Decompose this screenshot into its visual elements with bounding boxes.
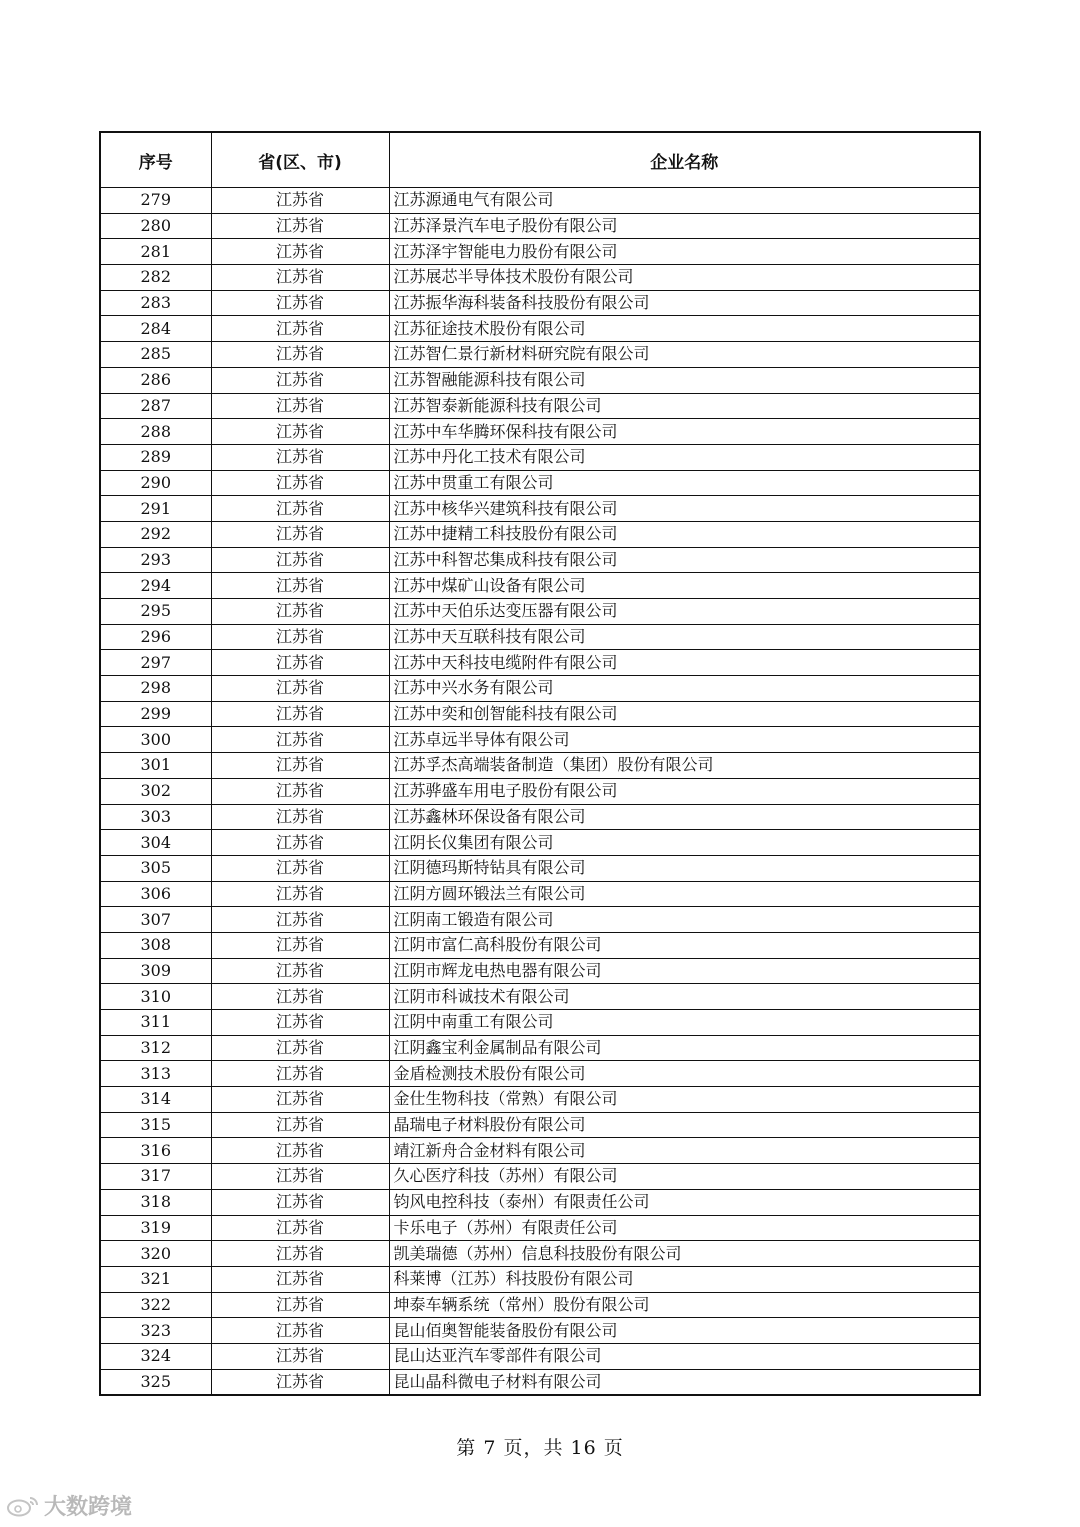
row-company-name: 江阴中南重工有限公司	[389, 1010, 980, 1036]
row-company-name: 江苏中核华兴建筑科技有限公司	[389, 496, 980, 522]
row-province: 江苏省	[211, 1343, 389, 1369]
table-row	[100, 1061, 980, 1087]
row-company-name: 江苏泽宇智能电力股份有限公司	[389, 239, 980, 265]
row-province: 江苏省	[211, 1266, 389, 1292]
table-row	[100, 958, 980, 984]
table-body	[100, 188, 980, 1396]
row-province: 江苏省	[211, 1035, 389, 1061]
table-row	[100, 290, 980, 316]
row-province: 江苏省	[211, 650, 389, 676]
table-row	[100, 265, 980, 291]
row-province: 江苏省	[211, 830, 389, 856]
row-index: 308	[100, 932, 211, 958]
weibo-logo-icon	[6, 1495, 40, 1517]
row-index: 302	[100, 778, 211, 804]
row-province: 江苏省	[211, 1164, 389, 1190]
row-company-name: 江阴方圆环锻法兰有限公司	[389, 881, 980, 907]
table-row	[100, 881, 980, 907]
row-province: 江苏省	[211, 1369, 389, 1395]
row-province: 江苏省	[211, 1010, 389, 1036]
table-row	[100, 1318, 980, 1344]
row-company-name: 金仕生物科技（常熟）有限公司	[389, 1087, 980, 1113]
table-row	[100, 753, 980, 779]
table-row	[100, 213, 980, 239]
table-row	[100, 342, 980, 368]
table-row	[100, 188, 980, 214]
watermark-text: 大数跨境	[44, 1495, 133, 1520]
row-province: 江苏省	[211, 393, 389, 419]
row-company-name: 江苏智泰新能源科技有限公司	[389, 393, 980, 419]
row-company-name: 江苏中天科技电缆附件有限公司	[389, 650, 980, 676]
row-index: 293	[100, 547, 211, 573]
row-province: 江苏省	[211, 1241, 389, 1267]
table-row	[100, 547, 980, 573]
row-company-name: 江苏骅盛车用电子股份有限公司	[389, 778, 980, 804]
row-province: 江苏省	[211, 342, 389, 368]
table-row	[100, 1164, 980, 1190]
row-index: 301	[100, 753, 211, 779]
row-company-name: 昆山佰奥智能装备股份有限公司	[389, 1318, 980, 1344]
row-company-name: 江苏中天互联科技有限公司	[389, 624, 980, 650]
row-province: 江苏省	[211, 701, 389, 727]
row-index: 289	[100, 444, 211, 470]
row-index: 282	[100, 265, 211, 291]
row-province: 江苏省	[211, 547, 389, 573]
row-company-name: 坤泰车辆系统（常州）股份有限公司	[389, 1292, 980, 1318]
row-province: 江苏省	[211, 1087, 389, 1113]
row-company-name: 江苏中奕和创智能科技有限公司	[389, 701, 980, 727]
row-index: 298	[100, 676, 211, 702]
row-company-name: 江阴长仪集团有限公司	[389, 830, 980, 856]
row-province: 江苏省	[211, 778, 389, 804]
table-row	[100, 1343, 980, 1369]
table-row	[100, 701, 980, 727]
row-company-name: 江苏泽景汽车电子股份有限公司	[389, 213, 980, 239]
row-province: 江苏省	[211, 316, 389, 342]
header-index: 序号	[100, 132, 211, 188]
enterprise-table	[99, 131, 981, 1396]
table-row	[100, 393, 980, 419]
row-company-name: 江苏中煤矿山设备有限公司	[389, 573, 980, 599]
row-province: 江苏省	[211, 1061, 389, 1087]
row-index: 291	[100, 496, 211, 522]
row-province: 江苏省	[211, 444, 389, 470]
row-province: 江苏省	[211, 727, 389, 753]
row-province: 江苏省	[211, 804, 389, 830]
table-row	[100, 419, 980, 445]
row-index: 288	[100, 419, 211, 445]
row-index: 311	[100, 1010, 211, 1036]
row-province: 江苏省	[211, 753, 389, 779]
header-company-name: 企业名称	[389, 132, 980, 188]
row-company-name: 晶瑞电子材料股份有限公司	[389, 1112, 980, 1138]
row-index: 307	[100, 907, 211, 933]
row-province: 江苏省	[211, 1292, 389, 1318]
row-company-name: 江阴南工锻造有限公司	[389, 907, 980, 933]
row-province: 江苏省	[211, 881, 389, 907]
table-row	[100, 470, 980, 496]
table-header-row	[100, 132, 980, 188]
table-row	[100, 1292, 980, 1318]
row-company-name: 卡乐电子（苏州）有限责任公司	[389, 1215, 980, 1241]
table-row	[100, 984, 980, 1010]
row-index: 294	[100, 573, 211, 599]
row-index: 299	[100, 701, 211, 727]
table-row	[100, 1087, 980, 1113]
row-company-name: 靖江新舟合金材料有限公司	[389, 1138, 980, 1164]
table-row	[100, 1112, 980, 1138]
row-company-name: 江苏中兴水务有限公司	[389, 676, 980, 702]
row-company-name: 江苏中捷精工科技股份有限公司	[389, 521, 980, 547]
table-row	[100, 804, 980, 830]
row-index: 286	[100, 367, 211, 393]
row-province: 江苏省	[211, 932, 389, 958]
row-province: 江苏省	[211, 958, 389, 984]
table-row	[100, 1010, 980, 1036]
row-company-name: 江苏中天伯乐达变压器有限公司	[389, 599, 980, 625]
row-province: 江苏省	[211, 188, 389, 214]
row-index: 310	[100, 984, 211, 1010]
row-company-name: 江苏征途技术股份有限公司	[389, 316, 980, 342]
header-province: 省(区、市)	[211, 132, 389, 188]
row-index: 280	[100, 213, 211, 239]
row-company-name: 江苏卓远半导体有限公司	[389, 727, 980, 753]
row-company-name: 久心医疗科技（苏州）有限公司	[389, 1164, 980, 1190]
table-row	[100, 239, 980, 265]
row-company-name: 江苏展芯半导体技术股份有限公司	[389, 265, 980, 291]
row-company-name: 科莱博（江苏）科技股份有限公司	[389, 1266, 980, 1292]
row-company-name: 江苏孚杰高端装备制造（集团）股份有限公司	[389, 753, 980, 779]
row-company-name: 昆山晶科微电子材料有限公司	[389, 1369, 980, 1395]
row-index: 304	[100, 830, 211, 856]
table-row	[100, 778, 980, 804]
row-index: 290	[100, 470, 211, 496]
row-province: 江苏省	[211, 290, 389, 316]
row-company-name: 江苏中车华腾环保科技有限公司	[389, 419, 980, 445]
row-province: 江苏省	[211, 521, 389, 547]
row-index: 316	[100, 1138, 211, 1164]
row-company-name: 江阴市富仁高科股份有限公司	[389, 932, 980, 958]
row-index: 303	[100, 804, 211, 830]
row-index: 312	[100, 1035, 211, 1061]
row-index: 281	[100, 239, 211, 265]
table-row	[100, 444, 980, 470]
row-province: 江苏省	[211, 599, 389, 625]
row-index: 309	[100, 958, 211, 984]
row-index: 279	[100, 188, 211, 214]
row-company-name: 江苏振华海科装备科技股份有限公司	[389, 290, 980, 316]
row-province: 江苏省	[211, 984, 389, 1010]
table-row	[100, 367, 980, 393]
row-company-name: 江阴德玛斯特钻具有限公司	[389, 855, 980, 881]
table-row	[100, 316, 980, 342]
row-company-name: 江苏中丹化工技术有限公司	[389, 444, 980, 470]
row-province: 江苏省	[211, 624, 389, 650]
table-row	[100, 650, 980, 676]
row-index: 300	[100, 727, 211, 753]
table-row	[100, 1215, 980, 1241]
row-index: 285	[100, 342, 211, 368]
row-province: 江苏省	[211, 1189, 389, 1215]
row-index: 287	[100, 393, 211, 419]
row-company-name: 钧风电控科技（泰州）有限责任公司	[389, 1189, 980, 1215]
table-row	[100, 1138, 980, 1164]
table-row	[100, 624, 980, 650]
row-province: 江苏省	[211, 1215, 389, 1241]
table-row	[100, 1241, 980, 1267]
row-company-name: 昆山达亚汽车零部件有限公司	[389, 1343, 980, 1369]
row-index: 325	[100, 1369, 211, 1395]
row-index: 324	[100, 1343, 211, 1369]
row-province: 江苏省	[211, 419, 389, 445]
table-row	[100, 676, 980, 702]
row-index: 284	[100, 316, 211, 342]
row-index: 313	[100, 1061, 211, 1087]
row-index: 320	[100, 1241, 211, 1267]
row-province: 江苏省	[211, 367, 389, 393]
row-index: 305	[100, 855, 211, 881]
row-index: 317	[100, 1164, 211, 1190]
row-index: 315	[100, 1112, 211, 1138]
row-company-name: 江苏源通电气有限公司	[389, 188, 980, 214]
row-province: 江苏省	[211, 496, 389, 522]
table-row	[100, 932, 980, 958]
row-index: 296	[100, 624, 211, 650]
row-company-name: 江阴鑫宝利金属制品有限公司	[389, 1035, 980, 1061]
row-company-name: 江苏鑫林环保设备有限公司	[389, 804, 980, 830]
table-row	[100, 907, 980, 933]
table-row	[100, 1266, 980, 1292]
row-company-name: 凯美瑞德（苏州）信息科技股份有限公司	[389, 1241, 980, 1267]
row-index: 318	[100, 1189, 211, 1215]
row-province: 江苏省	[211, 470, 389, 496]
table-row	[100, 599, 980, 625]
row-province: 江苏省	[211, 265, 389, 291]
table-row	[100, 573, 980, 599]
row-index: 292	[100, 521, 211, 547]
row-province: 江苏省	[211, 239, 389, 265]
row-company-name: 江苏智仁景行新材料研究院有限公司	[389, 342, 980, 368]
watermark	[6, 1490, 132, 1521]
row-province: 江苏省	[211, 573, 389, 599]
row-company-name: 江阴市辉龙电热电器有限公司	[389, 958, 980, 984]
row-province: 江苏省	[211, 907, 389, 933]
row-province: 江苏省	[211, 855, 389, 881]
row-index: 295	[100, 599, 211, 625]
page-number: 第 7 页，共 16 页	[456, 1437, 624, 1459]
row-province: 江苏省	[211, 1138, 389, 1164]
row-province: 江苏省	[211, 213, 389, 239]
row-company-name: 江苏中科智芯集成科技有限公司	[389, 547, 980, 573]
row-index: 297	[100, 650, 211, 676]
table-row	[100, 855, 980, 881]
row-province: 江苏省	[211, 1318, 389, 1344]
table-row	[100, 1369, 980, 1395]
row-company-name: 江苏中贯重工有限公司	[389, 470, 980, 496]
row-province: 江苏省	[211, 676, 389, 702]
row-index: 314	[100, 1087, 211, 1113]
row-province: 江苏省	[211, 1112, 389, 1138]
row-company-name: 江苏智融能源科技有限公司	[389, 367, 980, 393]
row-index: 323	[100, 1318, 211, 1344]
table-row	[100, 830, 980, 856]
table-row	[100, 496, 980, 522]
table-row	[100, 521, 980, 547]
row-index: 321	[100, 1266, 211, 1292]
table-row	[100, 1035, 980, 1061]
row-index: 319	[100, 1215, 211, 1241]
table-row	[100, 727, 980, 753]
row-index: 322	[100, 1292, 211, 1318]
row-index: 283	[100, 290, 211, 316]
row-company-name: 金盾检测技术股份有限公司	[389, 1061, 980, 1087]
row-index: 306	[100, 881, 211, 907]
row-company-name: 江阴市科诚技术有限公司	[389, 984, 980, 1010]
table-row	[100, 1189, 980, 1215]
